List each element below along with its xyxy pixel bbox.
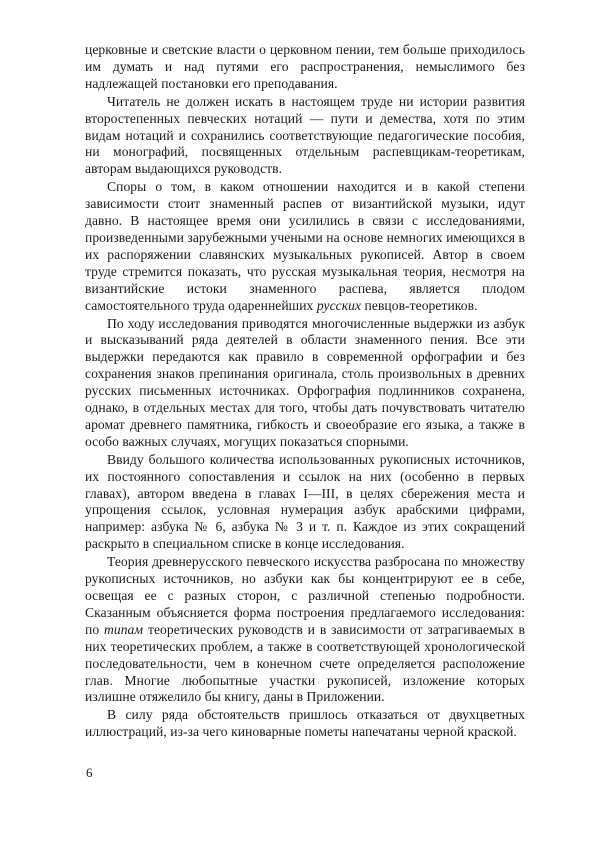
- paragraph-1: церковные и светские власти о церковном пении, тем больше приходилось им думать и над путями его распространения, немыслимого без надлежащей постановки его преподавания.: [85, 42, 525, 91]
- paragraph-3-text: Споры о том, в каком отношении находится и в какой степени зависимости стоит знаменный распев от византийской музыки, идут давно. В настоящее время они усилились в связи с исследованиями, произведенными зарубежными учеными на основе немногих имеющихся в их распоряжении славянских музыкальных рукописей. Автор в своем труде стремится показать, что русская музыкальная теория, несмотря на византийские истоки знаменного распева, является плодом самостоятельного труда одареннейших: [85, 179, 525, 313]
- paragraph-2: Читатель не должен искать в настоящем труде ни истории развития второстепенных певческих нотаций — пути и демества, хотя по этим видам нотаций и сохранились соответствующие педагогические пособия, ни монографий, посвященных отдельным распевщикам-теоретикам, авторам выдающихся руководств.: [85, 93, 525, 177]
- paragraph-6-text: Теория древнерусского певческого искусства разбросана по множеству рукописных источников, но азбуки как бы концентрируют ее в себе, освещая ее с разных сторон, с различной степенью подробности. Сказанным объясняется форма построения предлагаемого исследования: по: [85, 554, 525, 637]
- paragraph-3-emphasis: русских: [316, 297, 362, 313]
- paragraph-6: [85, 554, 525, 706]
- paragraph-6-emphasis: типам: [104, 621, 144, 637]
- page-body: [85, 42, 525, 741]
- paragraph-7: В силу ряда обстоятельств пришлось отказаться от двухцветных иллюстраций, из-за чего киноварные пометы напечатаны черной краской.: [85, 707, 525, 740]
- paragraph-5: Ввиду большого количества использованных рукописных источников, их постоянного сопоставления и ссылок на них (особенно в первых главах), автором введена в главах I—III, в целях сбережения места и упрощения ссылок, условная нумерация азбук арабскими цифрами, например: азбука № 6, азбука № 3 и т. п. Каждое из этих сокращений раскрыто в специальном списке в конце исследования.: [85, 451, 525, 552]
- paragraph-6-tail: теоретических руководств и в зависимости от затрагиваемых в них теоретических проблем, а также в соответствующей хронологической последовательности, чем в конечном счете определяется расположение глав. Многие любопытные участки рукописей, изложение которых излишне отяжелило бы книгу, даны в Приложении.: [85, 621, 525, 705]
- paragraph-3-tail: певцов-теоретиков.: [361, 297, 478, 313]
- paragraph-4: По ходу исследования приводятся многочисленные выдержки из азбук и высказываний ряда деятелей в области знаменного пения. Все эти выдержки передаются как правило в современной орфографии и без сохранения знаков препинания оригинала, столь произвольных в древних русских письменных источниках. Орфография подлинников сохранена, однако, в отдельных местах для того, чтобы дать почувствовать читателю аромат древнего памятника, гибкость и своеобразие его языка, а также в особо важных случаях, могущих показаться спорными.: [85, 315, 525, 449]
- page-number: 6: [86, 765, 93, 780]
- paragraph-3: [85, 179, 525, 314]
